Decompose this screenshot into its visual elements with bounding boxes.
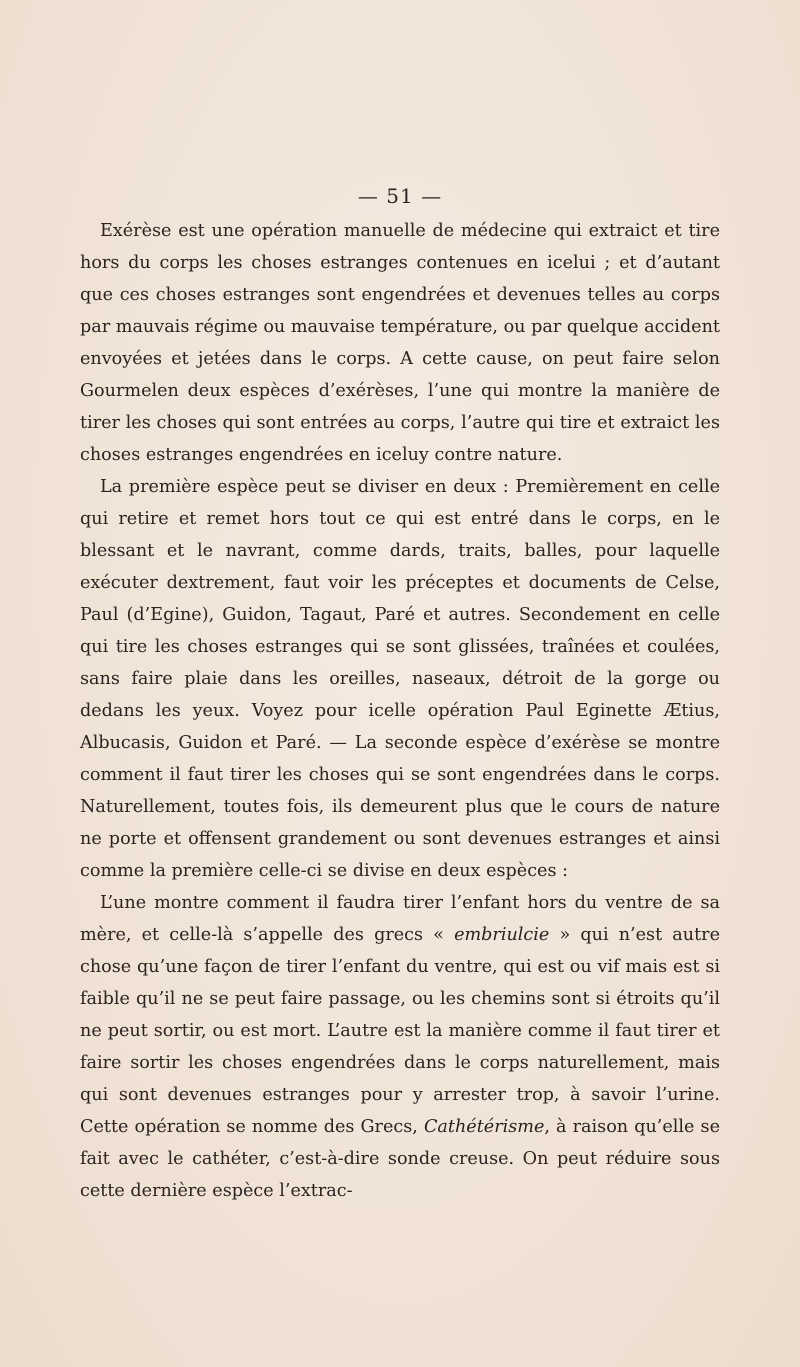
- paragraph: [80, 471, 720, 887]
- page-number: — 51 —: [357, 184, 443, 208]
- italic-term: Cathétérisme: [423, 1117, 545, 1137]
- paragraph-text: » qui n’est autre chose qu’une façon de tirer l’enfant du ventre, qui est ou vif mais est si faible qu’il ne se peut faire passage, ou les chemins sont si étroits qu’il ne peut sortir, ou est mort. L’autre est la manière comme il faut tirer et faire sortir les choses engendrées dans le corps naturellement, mais qui sont devenues estranges pour y arrester trop, à savoir l’urine. Cette opération se nomme des Grecs,: [80, 925, 720, 1137]
- paragraph-text: , à raison qu’elle se fait avec le cathéter, c’est-à-dire sonde creuse. On peut réduire sous cette dernière espèce l’extrac-: [80, 1117, 720, 1201]
- body-text: [80, 215, 720, 1207]
- paragraph: [80, 215, 720, 471]
- paragraph-text: L’une montre comment il faudra tirer l’enfant hors du ventre de sa mère, et celle-là s’appelle des grecs «: [80, 893, 720, 945]
- paragraph-text: Exérèse est une opération manuelle de médecine qui extraict et tire hors du corps les choses estranges contenues en icelui ; et d’autant que ces choses estranges sont engendrées et devenues telles au corps par mauvais régime ou mauvaise température, ou par quelque accident envoyées et jetées dans le corps. A cette cause, on peut faire selon Gourmelen deux espèces d’exérèses, l’une qui montre la manière de tirer les choses qui sont entrées au corps, l’autre qui tire et extraict les choses estranges engendrées en iceluy contre nature.: [80, 221, 720, 465]
- italic-term: embriulcie: [454, 925, 550, 945]
- paragraph-text: La première espèce peut se diviser en deux : Premièrement en celle qui retire et remet hors tout ce qui est entré dans le corps, en le blessant et le navrant, comme dards, traits, balles, pour laquelle exécuter dextrement, faut voir les préceptes et documents de Celse, Paul (d’Egine), Guidon, Tagaut, Paré et autres. Secondement en celle qui tire les choses estranges qui se sont glissées, traînées et coulées, sans faire plaie dans les oreilles, naseaux, détroit de la gorge ou dedans les yeux. Voyez pour icelle opération Paul Eginette Ætius, Albucasis, Guidon et Paré. — La seconde espèce d’exérèse se montre comment il faut tirer les choses qui se sont engendrées dans le corps. Naturellement, toutes fois, ils demeurent plus que le cours de nature ne porte et offensent grandement ou sont devenues estranges et ainsi comme la première celle-ci se divise en deux espèces :: [80, 477, 720, 881]
- document-page: [80, 183, 720, 1207]
- paragraph: [80, 887, 720, 1207]
